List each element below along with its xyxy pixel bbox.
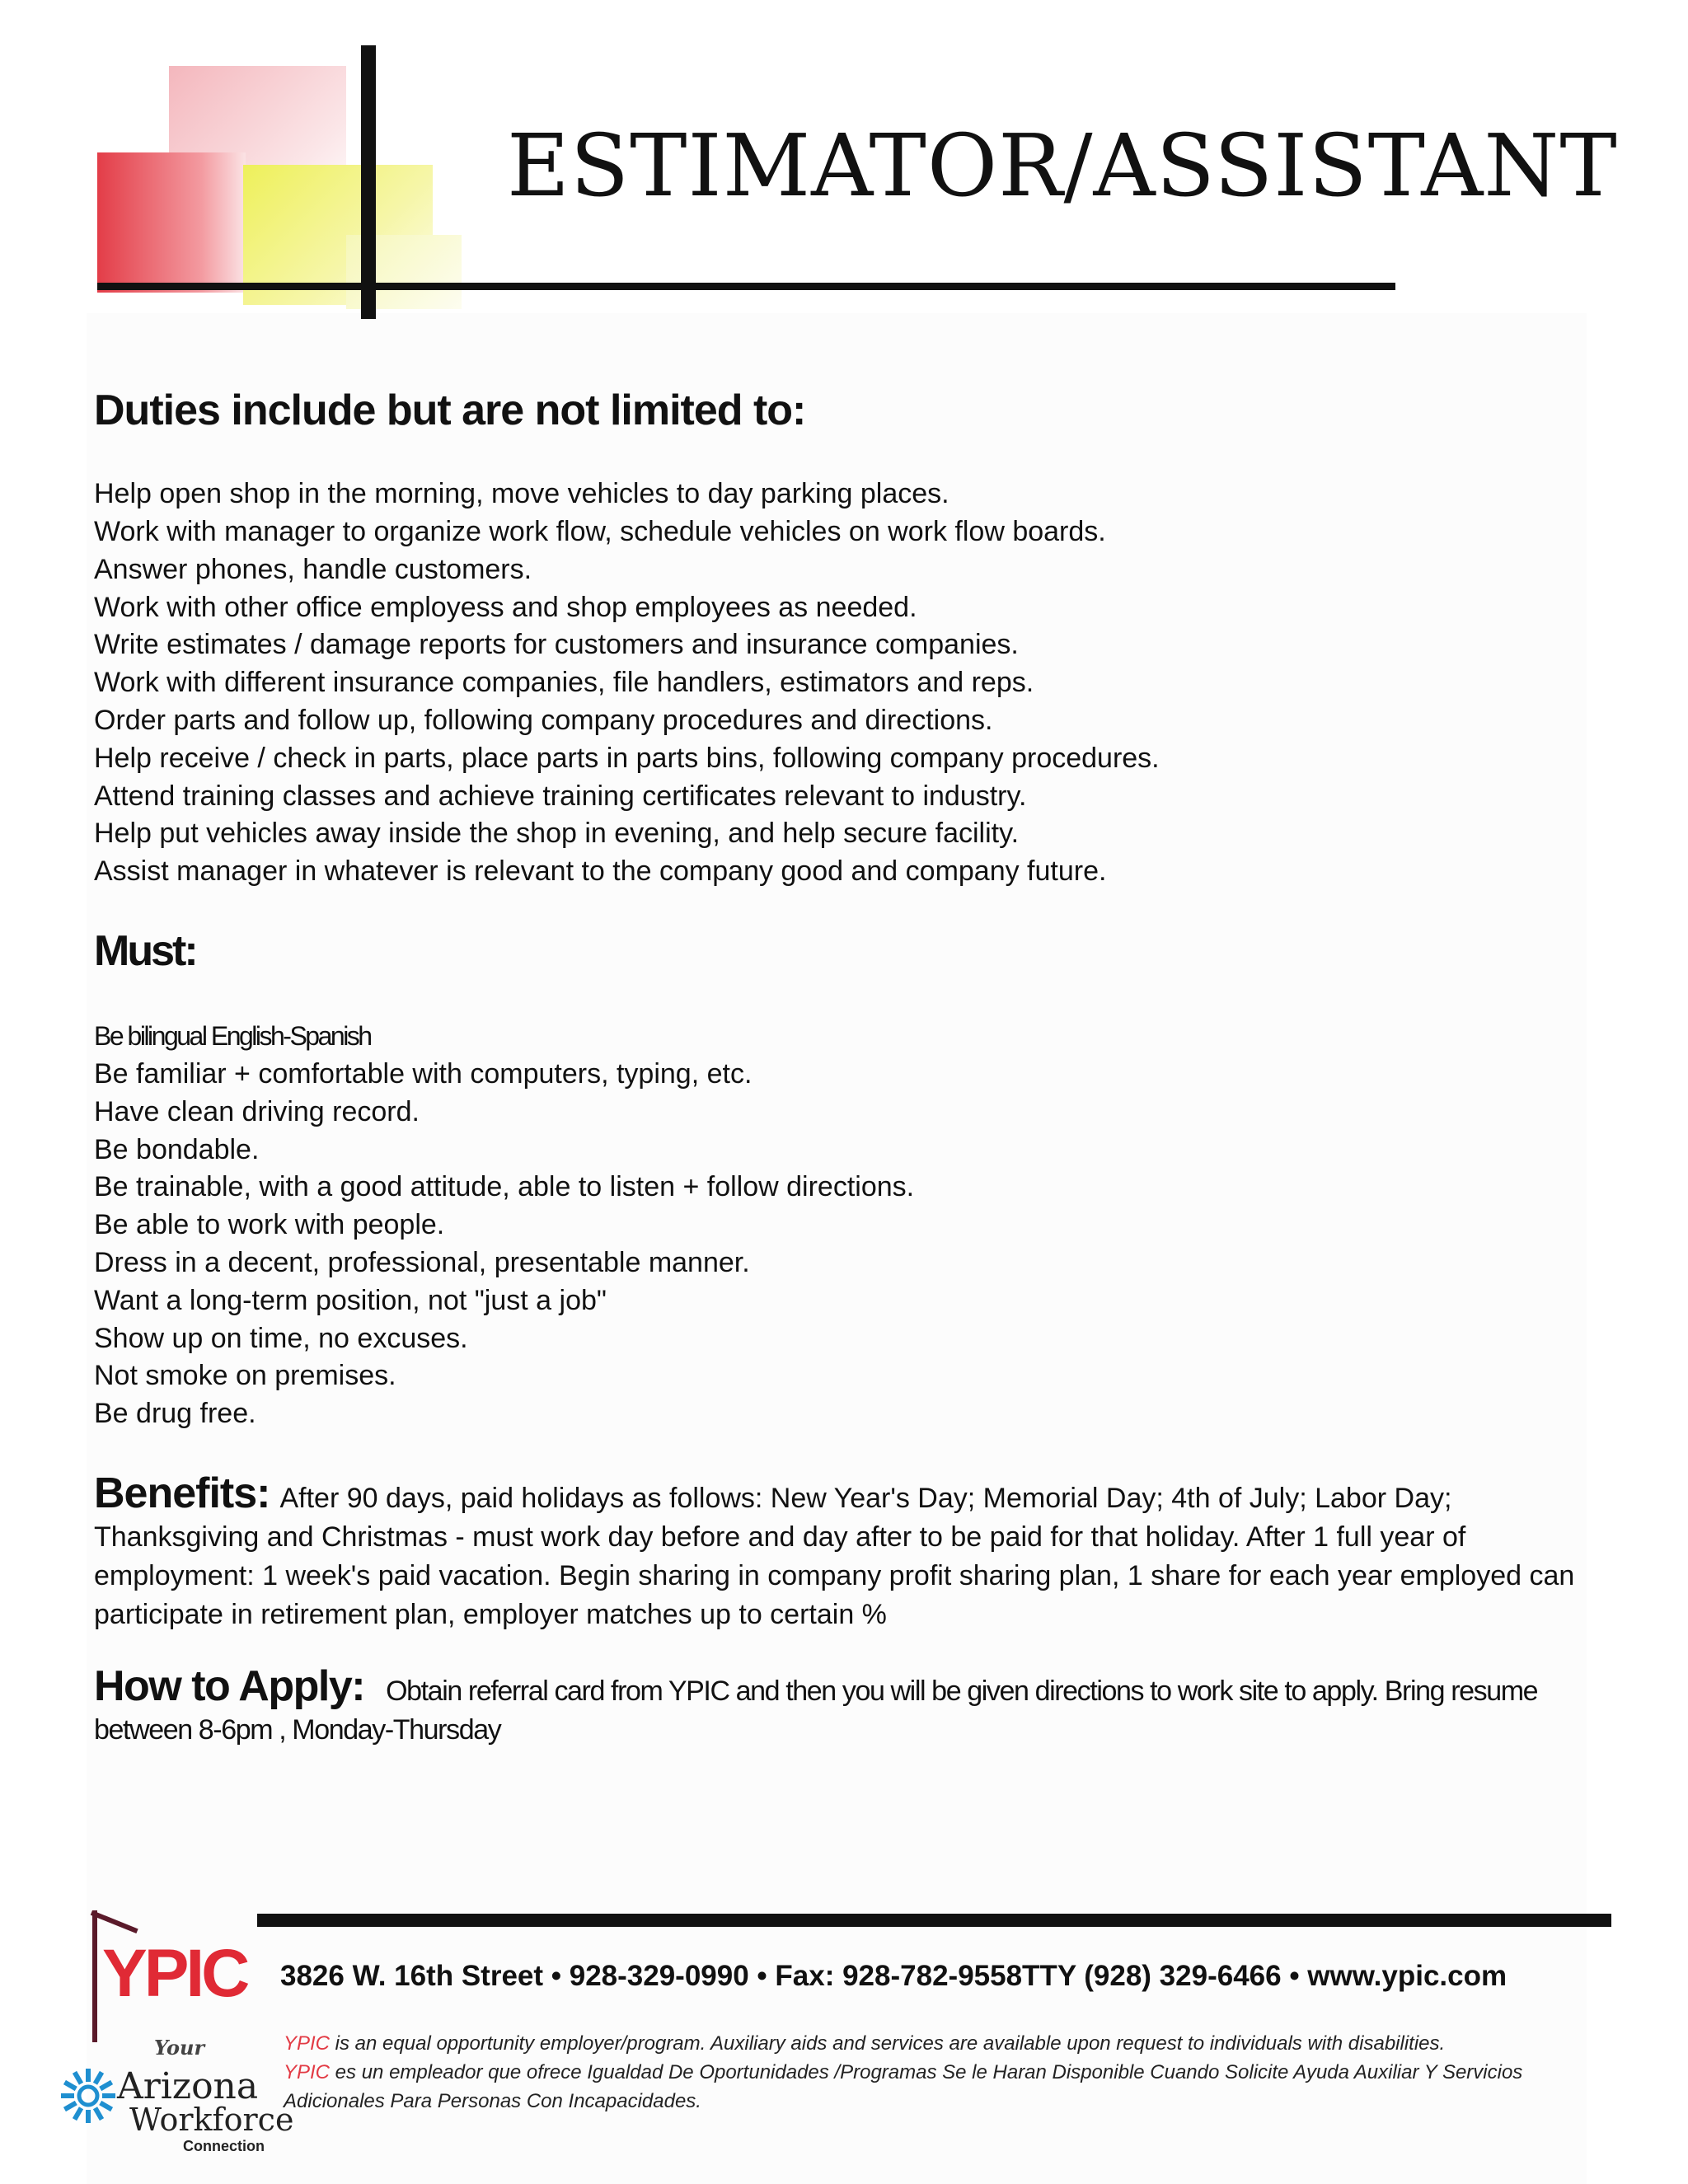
list-item: Show up on time, no excuses. [94, 1322, 468, 1354]
eeo-statement [284, 2029, 1522, 2116]
benefits-section [94, 1469, 1602, 1634]
eeo-english [284, 2029, 1522, 2058]
list-item: Work with other office employess and shop employees as needed. [94, 591, 917, 623]
logo-bracket [92, 1910, 97, 2042]
eeo-org-name: YPIC [284, 2032, 331, 2055]
ypic-logo [59, 1910, 294, 2158]
apply-text: Obtain referral card from YPIC and then you will be given directions to work site to apply. Bring resume between 8-6pm , Monday-Thursday [94, 1675, 1538, 1746]
list-item: Dress in a decent, professional, presentable manner. [94, 1246, 750, 1278]
logo-bracket-top [91, 1910, 138, 1933]
list-item: Help put vehicles away inside the shop in evening, and help secure facility. [94, 818, 1020, 850]
benefits-heading: Benefits: [94, 1469, 270, 1517]
list-item: Be bondable. [94, 1133, 260, 1165]
contact-line: 3826 W. 16th Street • 928-329-0990 • Fax: 928-782-9558TTY (928) 329-6466 • www.ypic.com [280, 1960, 1507, 1992]
list-item: Help receive / check in parts, place parts in parts bins, following company procedures. [94, 742, 1160, 774]
header-rule [97, 283, 1395, 290]
list-item: Assist manager in whatever is relevant to the company good and company future. [94, 855, 1107, 888]
list-item: Work with manager to organize work flow, schedule vehicles on work flow boards. [94, 515, 1106, 547]
logo-workforce-text: Workforce [129, 2102, 294, 2138]
list-item: Help open shop in the morning, move vehicles to day parking places. [94, 478, 950, 510]
logo-ypic-text: YPIC [102, 1936, 247, 2011]
list-item: Have clean driving record. [94, 1095, 420, 1127]
list-item: Answer phones, handle customers. [94, 553, 532, 585]
job-description [94, 387, 1602, 1778]
list-item: Be familiar + comfortable with computers, typing, etc. [94, 1057, 753, 1090]
list-item: Be trainable, with a good attitude, able to listen + follow directions. [94, 1171, 915, 1203]
logo-arizona-text: Arizona [117, 2065, 259, 2107]
eeo-spanish-text: es un empleador que ofrece Igualdad De Oportunidades /Programas Se le Haran Disponible Cuando Solicite Ayuda Auxiliar Y Servicios [330, 2061, 1523, 2083]
page-title: ESTIMATOR/ASSISTANT [507, 115, 1618, 216]
must-heading: Must: [94, 926, 196, 975]
list-item: Not smoke on premises. [94, 1360, 396, 1392]
list-item: Be able to work with people. [94, 1209, 445, 1241]
header-vertical-bar [361, 45, 376, 319]
eeo-spanish [284, 2058, 1522, 2087]
benefits-text: After 90 days, paid holidays as follows: New Year's Day; Memorial Day; 4th of July; Labor Day; Thanksgiving and Christmas - must work day before and day after to be paid for that holiday. After 1 full year of employment: 1 week's paid vacation. Begin sharing in company profit sharing plan, 1 share for each year employed can participate in retirement plan, employer matches up to certain % [94, 1482, 1575, 1630]
list-item: Write estimates / damage reports for customers and insurance companies. [94, 629, 1019, 661]
list-item: Attend training classes and achieve training certificates relevant to industry. [94, 780, 1027, 812]
list-item: Order parts and follow up, following company procedures and directions. [94, 704, 993, 736]
eeo-org-name: YPIC [284, 2061, 331, 2083]
logo-your-text: Your [154, 2036, 205, 2060]
sun-icon [59, 2067, 117, 2125]
must-list [94, 1018, 1602, 1433]
duties-list [94, 476, 1602, 891]
list-item: Want a long-term position, not "just a job" [94, 1284, 607, 1316]
footer-rule [257, 1914, 1611, 1927]
eeo-english-text: is an equal opportunity employer/program. Auxiliary aids and services are available upon request to individuals with disabilities. [330, 2032, 1446, 2055]
logo-connection-text: Connection [183, 2138, 265, 2154]
duties-section [94, 387, 1602, 891]
apply-section [94, 1661, 1602, 1750]
eeo-spanish-line2: Adicionales Para Personas Con Incapacidades. [284, 2090, 701, 2112]
list-item: Be drug free. [94, 1398, 256, 1430]
must-section [94, 928, 1602, 1433]
decor-red-block [97, 152, 246, 293]
apply-heading: How to Apply: [94, 1661, 365, 1710]
duties-heading: Duties include but are not limited to: [94, 387, 806, 434]
list-item: Be bilingual English-Spanish [94, 1021, 371, 1052]
list-item: Work with different insurance companies, file handlers, estimators and reps. [94, 667, 1034, 699]
